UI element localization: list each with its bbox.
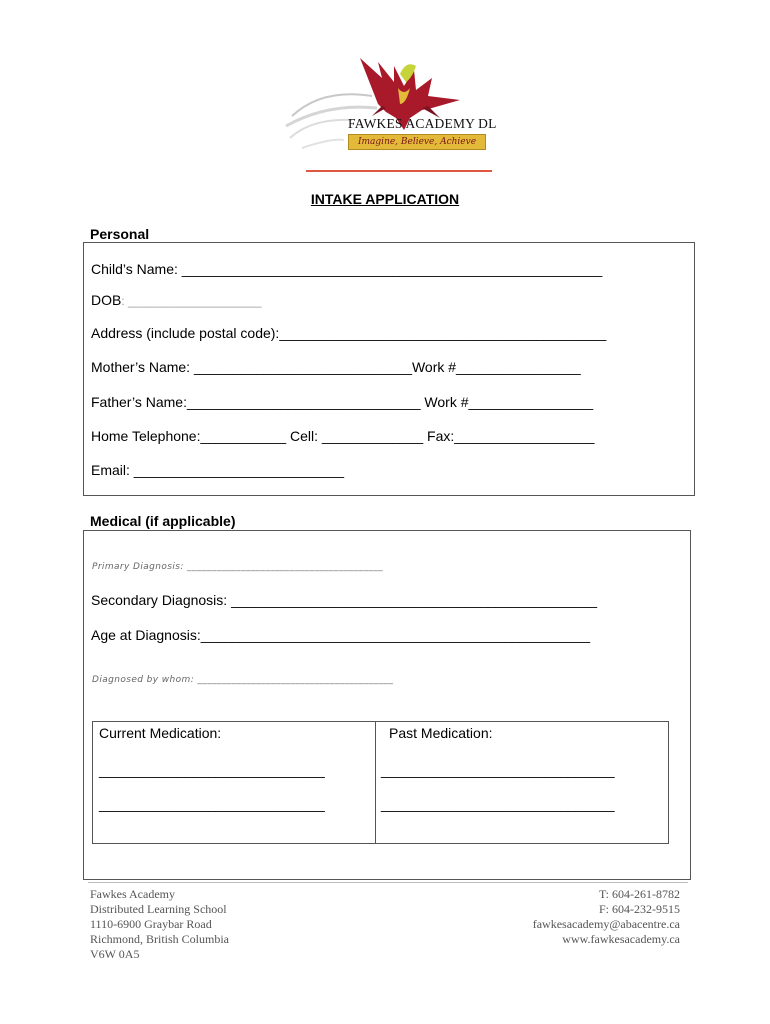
footer-address bbox=[90, 887, 229, 962]
medication-table bbox=[92, 721, 669, 844]
footer-fax: F: 604-232-9515 bbox=[599, 902, 680, 916]
age-at-diagnosis-field[interactable]: Age at Diagnosis:__________________________________________________ bbox=[91, 627, 591, 643]
secondary-diagnosis-field[interactable]: Secondary Diagnosis: _______________________________________________ bbox=[91, 592, 598, 608]
footer-contact bbox=[430, 887, 680, 947]
phoenix-logo-icon bbox=[282, 48, 502, 168]
address-field[interactable]: Address (include postal code):__________________________________________ bbox=[91, 325, 607, 341]
logo-tagline: Imagine, Believe, Achieve bbox=[348, 134, 486, 150]
header-divider bbox=[306, 170, 492, 172]
footer-line: Distributed Learning School bbox=[90, 902, 227, 916]
medication-divider bbox=[375, 722, 376, 843]
footer-email-link[interactable]: fawkesacademy@abacentre.ca bbox=[532, 917, 680, 931]
past-medication-line-2[interactable]: ______________________________ bbox=[381, 796, 615, 812]
medical-heading: Medical (if applicable) bbox=[90, 513, 236, 529]
footer-line: 1110-6900 Graybar Road bbox=[90, 917, 212, 931]
dob-blank: : ____________________ bbox=[121, 294, 262, 308]
current-medication-label: Current Medication: bbox=[99, 725, 222, 741]
dob-label: DOB bbox=[91, 292, 122, 308]
academy-logo bbox=[282, 48, 502, 168]
primary-diagnosis-field[interactable]: Primary Diagnosis: ________________________________________ bbox=[92, 562, 384, 572]
past-medication-label: Past Medication: bbox=[389, 725, 493, 741]
footer-line: Fawkes Academy bbox=[90, 887, 175, 901]
footer-phone: T: 604-261-8782 bbox=[598, 887, 680, 901]
footer-website-link[interactable]: www.fawkesacademy.ca bbox=[562, 932, 680, 946]
childs-name-field[interactable]: Child’s Name: ______________________________________________________ bbox=[91, 261, 603, 277]
footer-line: V6W 0A5 bbox=[90, 947, 140, 961]
current-medication-line-1[interactable]: _____________________________ bbox=[99, 762, 325, 778]
footer-line: Richmond, British Columbia bbox=[90, 932, 230, 946]
current-medication-line-2[interactable]: _____________________________ bbox=[99, 796, 325, 812]
dob-field[interactable] bbox=[91, 292, 262, 308]
page-title: INTAKE APPLICATION bbox=[310, 191, 460, 207]
logo-name: FAWKES ACADEMY DL bbox=[348, 116, 497, 131]
mother-name-field[interactable]: Mother’s Name: ____________________________Work #________________ bbox=[91, 359, 581, 375]
phone-fields[interactable]: Home Telephone:___________ Cell: _____________ Fax:__________________ bbox=[91, 428, 595, 444]
father-name-field[interactable]: Father’s Name:______________________________ Work #________________ bbox=[91, 394, 594, 410]
diagnosed-by-field[interactable]: Diagnosed by whom: ________________________________________ bbox=[92, 675, 394, 685]
personal-heading: Personal bbox=[90, 226, 150, 242]
email-field[interactable]: Email: ___________________________ bbox=[91, 462, 345, 478]
past-medication-line-1[interactable]: ______________________________ bbox=[381, 762, 615, 778]
footer-divider bbox=[88, 882, 688, 883]
